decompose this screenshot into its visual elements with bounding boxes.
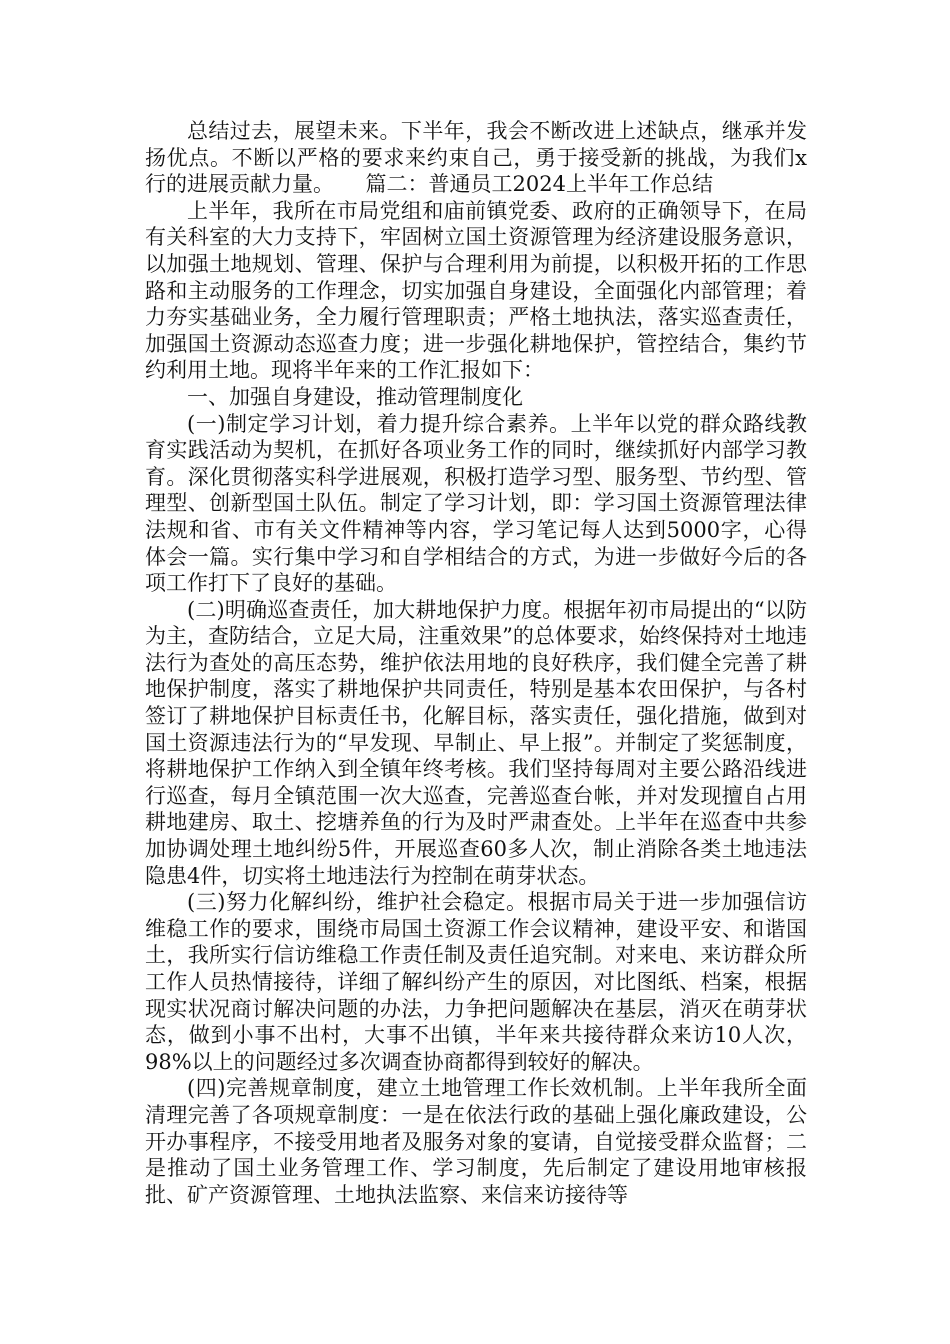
document-page [145, 118, 807, 1208]
paragraph-patrol: (二)明确巡查责任，加大耕地保护力度。根据年初市局提出的“以防为主，查防结合，立足大局，注重效果”的总体要求，始终保持对土地违法行为查处的高压态势，维护依法用地的良好秩序，我们健全完善了耕地保护制度，落实了耕地保护共同责任，特别是基本农田保护，与各村签订了耕地保护目标责任书，化解目标，落实责任，强化措施，做到对国土资源违法行为的“早发现、早制止、早上报”。并制定了奖惩制度，将耕地保护工作纳入到全镇年终考核。我们坚持每周对主要公路沿线进行巡查，每月全镇范围一次大巡查，完善巡查台帐，并对发现擅自占用耕地建房、取土、挖塘养鱼的行为及时严肃查处。上半年在巡查中共参加协调处理土地纠纷5件，开展巡查60多人次，制止消除各类土地违法隐患4件，切实将土地违法行为控制在萌芽状态。 [145, 597, 807, 888]
paragraph-study-plan: (一)制定学习计划，着力提升综合素养。上半年以党的群众路线教育实践活动为契机，在抓好各项业务工作的同时，继续抓好内部学习教育。深化贯彻落实科学进展观，积极打造学习型、服务型、节约型、管理型、创新型国土队伍。制定了学习计划，即：学习国土资源管理法律法规和省、市有关文件精神等内容，学习笔记每人达到5000字，心得体会一篇。实行集中学习和自学相结合的方式，为进一步做好今后的各项工作打下了良好的基础。 [145, 411, 807, 596]
paragraph-regulations: (四)完善规章制度，建立土地管理工作长效机制。上半年我所全面清理完善了各项规章制度：一是在依法行政的基础上强化廉政建设，公开办事程序，不接受用地者及服务对象的宴请，自觉接受群众监督；二是推动了国土业务管理工作、学习制度，先后制定了建设用地审核报批、矿产资源管理、土地执法监察、来信来访接待等 [145, 1076, 807, 1207]
paragraph-disputes: (三)努力化解纠纷，维护社会稳定。根据市局关于进一步加强信访维稳工作的要求，围绕市局国土资源工作会议精神，建设平安、和谐国土，我所实行信访维稳工作责任制及责任追究制。对来电、来访群众所工作人员热情接待，详细了解纠纷产生的原因，对比图纸、档案，根据现实状况商讨解决问题的办法，力争把问题解决在基层，消灭在萌芽状态，做到小事不出村，大事不出镇，半年来共接待群众来访10人次，98%以上的问题经过多次调查协商都得到较好的解决。 [145, 890, 807, 1074]
section-heading-1: 一、加强自身建设，推动管理制度化 [187, 384, 523, 409]
paragraph-intro: 上半年，我所在市局党组和庙前镇党委、政府的正确领导下，在局有关科室的大力支持下，牢固树立国土资源管理为经济建设服务意识，以加强土地规划、管理、保护与合理利用为前提，以积极开拓的工作思路和主动服务的工作理念，切实加强自身建设，全面强化内部管理；着力夯实基础业务，全力履行管理职责；严格土地执法，落实巡查责任，加强国土资源动态巡查力度；进一步强化耕地保护，管控结合，集约节约利用土地。现将半年来的工作汇报如下： [145, 198, 807, 383]
paragraph-summary: 总结过去，展望未来。下半年，我会不断改进上述缺点，继承并发扬优点。不断以严格的要求来约束自己，勇于接受新的挑战，为我们x行的进展贡献力量。 篇二：普通员工2024上半年工作总结 [145, 119, 807, 197]
